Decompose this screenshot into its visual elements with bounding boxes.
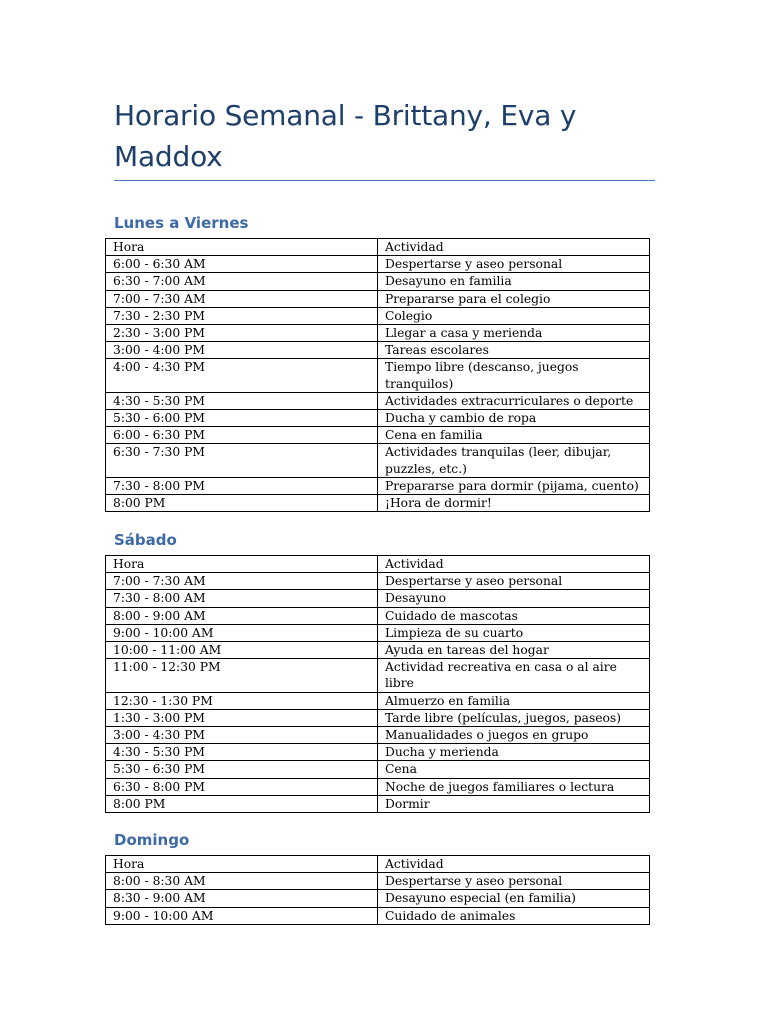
time-cell: 5:30 - 6:00 PM xyxy=(106,410,378,427)
activity-cell: Noche de juegos familiares o lectura xyxy=(378,778,650,795)
table-header-row xyxy=(106,856,650,873)
activity-cell: Tarde libre (películas, juegos, paseos) xyxy=(378,709,650,726)
table-header-row xyxy=(106,556,650,573)
table-row xyxy=(106,659,650,692)
table-row xyxy=(106,477,650,494)
activity-cell: Ducha y merienda xyxy=(378,744,650,761)
activity-cell: Actividades extracurriculares o deporte xyxy=(378,392,650,409)
time-cell: 6:00 - 6:30 AM xyxy=(106,256,378,273)
activity-cell: Ducha y cambio de ropa xyxy=(378,410,650,427)
time-cell: 3:00 - 4:30 PM xyxy=(106,727,378,744)
table-row xyxy=(106,873,650,890)
table-row xyxy=(106,273,650,290)
time-cell: 10:00 - 11:00 AM xyxy=(106,642,378,659)
table-row xyxy=(106,307,650,324)
time-cell: 8:30 - 9:00 AM xyxy=(106,890,378,907)
table-row xyxy=(106,727,650,744)
time-cell: 2:30 - 3:00 PM xyxy=(106,325,378,342)
activity-cell: Despertarse y aseo personal xyxy=(378,256,650,273)
time-cell: 8:00 - 9:00 AM xyxy=(106,607,378,624)
table-row xyxy=(106,709,650,726)
table-row xyxy=(106,778,650,795)
table-row xyxy=(106,573,650,590)
time-cell: 4:00 - 4:30 PM xyxy=(106,359,378,392)
time-cell: 7:00 - 7:30 AM xyxy=(106,573,378,590)
schedule-table-saturday xyxy=(105,555,650,813)
activity-cell: Desayuno xyxy=(378,590,650,607)
activity-cell: Ayuda en tareas del hogar xyxy=(378,642,650,659)
activity-cell: Manualidades o juegos en grupo xyxy=(378,727,650,744)
column-header-hora: Hora xyxy=(106,556,378,573)
table-row xyxy=(106,761,650,778)
section-heading-weekdays: Lunes a Viernes xyxy=(114,214,249,232)
section-heading-sunday: Domingo xyxy=(114,831,190,849)
activity-cell: Actividad recreativa en casa o al aire libre xyxy=(378,659,650,692)
column-header-hora: Hora xyxy=(106,239,378,256)
activity-cell: Actividades tranquilas (leer, dibujar, puzzles, etc.) xyxy=(378,444,650,477)
time-cell: 6:30 - 7:30 PM xyxy=(106,444,378,477)
table-header-row xyxy=(106,239,650,256)
activity-cell: Prepararse para el colegio xyxy=(378,290,650,307)
time-cell: 1:30 - 3:00 PM xyxy=(106,709,378,726)
table-row xyxy=(106,907,650,924)
column-header-actividad: Actividad xyxy=(378,556,650,573)
table-row xyxy=(106,607,650,624)
table-row xyxy=(106,590,650,607)
table-row xyxy=(106,359,650,392)
table-row xyxy=(106,890,650,907)
table-row xyxy=(106,495,650,512)
activity-cell: Prepararse para dormir (pijama, cuento) xyxy=(378,477,650,494)
time-cell: 7:30 - 8:00 PM xyxy=(106,477,378,494)
time-cell: 7:30 - 8:00 AM xyxy=(106,590,378,607)
time-cell: 4:30 - 5:30 PM xyxy=(106,744,378,761)
table-row xyxy=(106,427,650,444)
table-row xyxy=(106,392,650,409)
schedule-table-sunday xyxy=(105,855,650,925)
time-cell: 5:30 - 6:30 PM xyxy=(106,761,378,778)
activity-cell: Tareas escolares xyxy=(378,342,650,359)
activity-cell: Cuidado de mascotas xyxy=(378,607,650,624)
table-row xyxy=(106,325,650,342)
table-row xyxy=(106,342,650,359)
schedule-table-weekdays xyxy=(105,238,650,512)
section-heading-saturday: Sábado xyxy=(114,531,177,549)
table-row xyxy=(106,624,650,641)
table-row xyxy=(106,256,650,273)
page-title: Horario Semanal - Brittany, Eva y Maddox xyxy=(114,99,577,173)
activity-cell: Desayuno en familia xyxy=(378,273,650,290)
activity-cell: Cena en familia xyxy=(378,427,650,444)
time-cell: 3:00 - 4:00 PM xyxy=(106,342,378,359)
time-cell: 6:00 - 6:30 PM xyxy=(106,427,378,444)
time-cell: 8:00 PM xyxy=(106,795,378,812)
table-row xyxy=(106,642,650,659)
time-cell: 8:00 PM xyxy=(106,495,378,512)
activity-cell: Cuidado de animales xyxy=(378,907,650,924)
activity-cell: Tiempo libre (descanso, juegos tranquilos) xyxy=(378,359,650,392)
time-cell: 7:00 - 7:30 AM xyxy=(106,290,378,307)
time-cell: 6:30 - 7:00 AM xyxy=(106,273,378,290)
column-header-hora: Hora xyxy=(106,856,378,873)
activity-cell: Cena xyxy=(378,761,650,778)
time-cell: 12:30 - 1:30 PM xyxy=(106,692,378,709)
table-row xyxy=(106,410,650,427)
title-divider xyxy=(114,180,655,181)
activity-cell: Llegar a casa y merienda xyxy=(378,325,650,342)
time-cell: 8:00 - 8:30 AM xyxy=(106,873,378,890)
table-row xyxy=(106,444,650,477)
activity-cell: Dormir xyxy=(378,795,650,812)
table-row xyxy=(106,692,650,709)
time-cell: 6:30 - 8:00 PM xyxy=(106,778,378,795)
time-cell: 9:00 - 10:00 AM xyxy=(106,907,378,924)
time-cell: 11:00 - 12:30 PM xyxy=(106,659,378,692)
activity-cell: Limpieza de su cuarto xyxy=(378,624,650,641)
activity-cell: ¡Hora de dormir! xyxy=(378,495,650,512)
column-header-actividad: Actividad xyxy=(378,239,650,256)
time-cell: 9:00 - 10:00 AM xyxy=(106,624,378,641)
time-cell: 7:30 - 2:30 PM xyxy=(106,307,378,324)
activity-cell: Almuerzo en familia xyxy=(378,692,650,709)
table-row xyxy=(106,290,650,307)
activity-cell: Despertarse y aseo personal xyxy=(378,873,650,890)
time-cell: 4:30 - 5:30 PM xyxy=(106,392,378,409)
table-row xyxy=(106,744,650,761)
table-row xyxy=(106,795,650,812)
activity-cell: Colegio xyxy=(378,307,650,324)
activity-cell: Desayuno especial (en familia) xyxy=(378,890,650,907)
activity-cell: Despertarse y aseo personal xyxy=(378,573,650,590)
column-header-actividad: Actividad xyxy=(378,856,650,873)
